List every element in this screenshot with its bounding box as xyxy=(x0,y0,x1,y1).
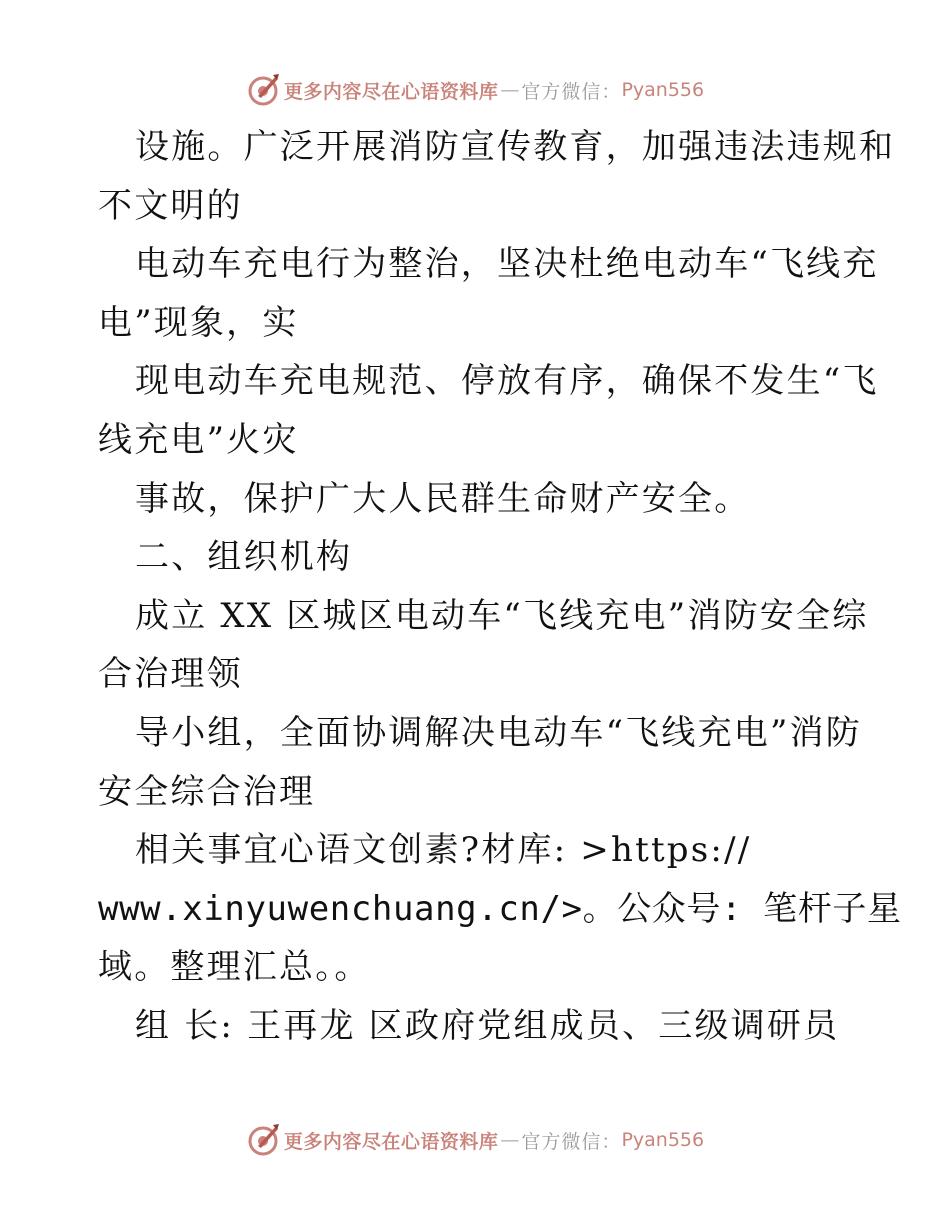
body-line: 相关事宜心语文创素?材库: >https:// xyxy=(135,830,752,871)
url-line: www.xinyuwenchuang.cn/>。公众号: 笔杆子星 xyxy=(98,888,902,929)
quill-circle-logo-icon xyxy=(246,73,280,107)
body-line: 组 长: 王再龙 区政府党组成员、三级调研员 xyxy=(135,1005,840,1046)
footer-banner xyxy=(0,1120,950,1160)
header-banner xyxy=(0,70,950,110)
banner-title: 更多内容尽在心语资料库 xyxy=(283,80,499,103)
body-line: 合治理领 xyxy=(98,654,243,695)
body-line: 设施。广泛开展消防宣传教育，加强违法违规和 xyxy=(135,127,896,167)
body-line: 成立 XX 区城区电动车“飞线充电”消防安全综 xyxy=(135,595,869,636)
banner-wechat-id: Pyan556 xyxy=(621,79,705,101)
body-line: 安全综合治理 xyxy=(98,771,316,812)
body-line: 导小组，全面协调解决电动车“飞线充电”消防 xyxy=(135,712,862,753)
banner-dash: — xyxy=(500,79,520,101)
body-line: 域。整理汇总。。 xyxy=(98,947,371,988)
body-line: 电动车充电行为整治，坚决杜绝电动车“飞线充 xyxy=(135,244,879,285)
banner-dash: — xyxy=(500,1129,520,1151)
banner-title: 更多内容尽在心语资料库 xyxy=(283,1130,499,1153)
body-line: 线充电”火灾 xyxy=(98,419,299,460)
banner-wechat-id: Pyan556 xyxy=(621,1129,705,1151)
banner-wechat-label: 官方微信： xyxy=(521,80,622,103)
body-line: 电”现象，实 xyxy=(98,302,299,343)
banner-wechat-label: 官方微信： xyxy=(521,1130,622,1153)
section-heading: 二、组织机构 xyxy=(135,537,353,578)
body-line: 事故，保护广大人民群生命财产安全。 xyxy=(135,478,751,519)
quill-circle-logo-icon xyxy=(246,1123,280,1157)
document-body xyxy=(98,118,902,1056)
body-line: 现电动车充电规范、停放有序，确保不发生“飞 xyxy=(135,361,879,402)
body-line: 不文明的 xyxy=(98,185,243,226)
